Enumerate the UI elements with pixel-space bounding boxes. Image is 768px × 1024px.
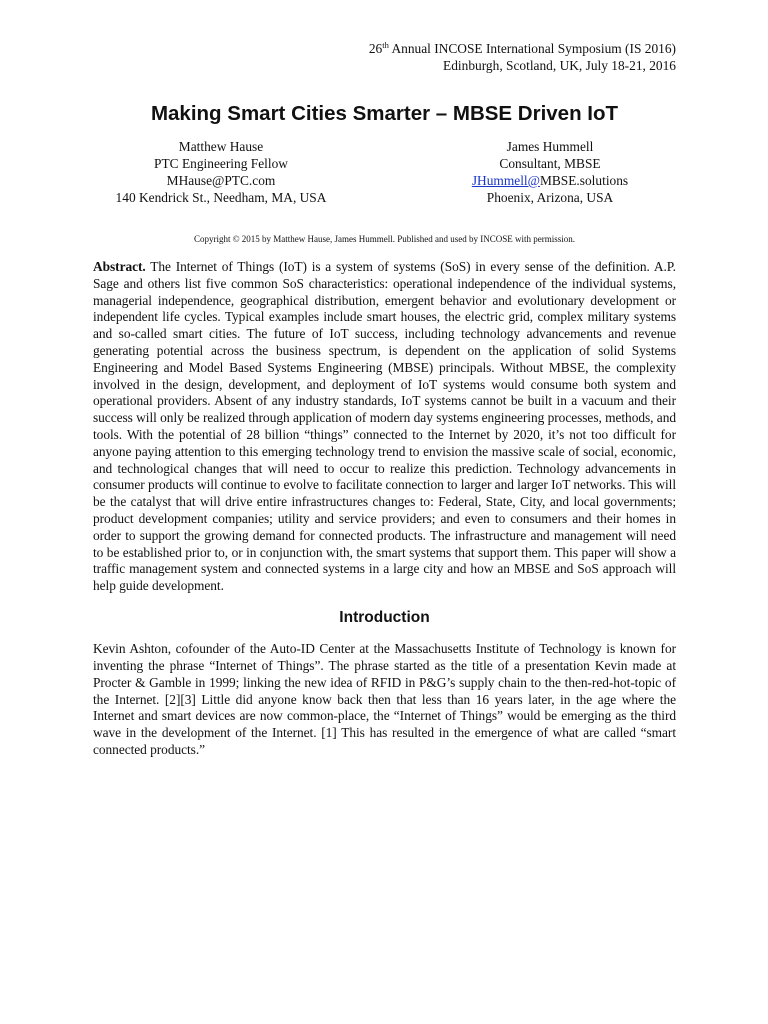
- author-name: James Hummell: [506, 139, 594, 154]
- abstract-paragraph: [93, 259, 676, 595]
- copyright-notice: Copyright © 2015 by Matthew Hause, James Hummell. Published and used by INCOSE with permission.: [193, 234, 576, 244]
- author-name: Matthew Hause: [178, 139, 264, 154]
- author-address: Phoenix, Arizona, USA: [486, 190, 614, 205]
- author-2: [430, 138, 670, 206]
- abstract-label: Abstract.: [93, 259, 146, 274]
- author-role: Consultant, MBSE: [499, 156, 601, 171]
- conference-number: 26: [368, 41, 383, 56]
- ordinal-suffix: th: [382, 40, 389, 50]
- abstract-text: The Internet of Things (IoT) is a system of systems (SoS) in every sense of the definition. A.P. Sage and others list five common SoS characteristics: operational independence of the individual systems, managerial independence, geographical distribution, emergent behavior and evolutionary development or independent life cycles. Typical examples include smart houses, the electric grid, complex military systems and so-called smart cities. The future of IoT success, including technology advancements and revenue generating potential across the business spectrum, is dependent on the application of solid Systems Engineering and Model Based Systems Engineering (MBSE) principals. Without MBSE, the complexity involved in the design, development, and deployment of IoT systems would consume both system and operational providers. Absent of any industry standards, IoT systems cannot be built in a vacuum and their success will only be realized through application of modern day systems engineering processes, methods, and tools. With the potential of 28 billion “things” connected to the Internet by 2020, it’s not too difficult for anyone paying attention to this emerging technology trend to envision the massive scale of social, economic, and technological changes that will need to occur to realize this prediction. Technology advancements in consumer products will continue to evolve to facilitate connection to larger and larger IoT networks. This will be the catalyst that will drive entire infrastructures changes to: Federal, State, City, and local governments; product development companies; utility and service providers; and even to consumers and their homes in order to support the growing demand for connected products. The infrastructure and management will need to be established prior to, or in conjunction with, the smart systems that support them. This paper will show a traffic management system and connected systems in a large city and how an MBSE and SoS approach will help guide development.: [93, 259, 676, 594]
- email-domain: MBSE.solutions: [539, 173, 629, 188]
- section-heading-introduction: Introduction: [339, 609, 430, 627]
- author-role: PTC Engineering Fellow: [154, 156, 288, 171]
- author-1: [106, 138, 336, 206]
- conference-name: Annual INCOSE International Symposium (IS 2016): [388, 41, 676, 56]
- introduction-paragraph: Kevin Ashton, cofounder of the Auto-ID Center at the Massachusetts Institute of Technology is known for inventing the phrase “Internet of Things”. The phrase started as the title of a presentation Kevin made at Procter & Gamble in 1999; linking the new idea of RFID in P&G’s supply chain to the then-red-hot-topic of the Internet. [2][3] Little did anyone know back then that less than 16 years later, in the age where the Internet and smart devices are now common-place, the “Internet of Things” would be emerging as the third wave in the development of the Internet. [1] This has resulted in the emergence of what are called “smart connected products.”: [93, 641, 676, 757]
- author-email: MHause@PTC.com: [166, 173, 276, 188]
- author-email: [430, 172, 670, 189]
- author-block: [93, 138, 676, 210]
- conference-header: [93, 40, 676, 74]
- email-link[interactable]: JHummell@: [471, 173, 540, 188]
- author-address: 140 Kendrick St., Needham, MA, USA: [115, 190, 327, 205]
- conference-location: Edinburgh, Scotland, UK, July 18-21, 2016: [443, 58, 676, 73]
- paper-title: Making Smart Cities Smarter – MBSE Driven IoT: [150, 102, 619, 125]
- conference-line: [93, 40, 676, 57]
